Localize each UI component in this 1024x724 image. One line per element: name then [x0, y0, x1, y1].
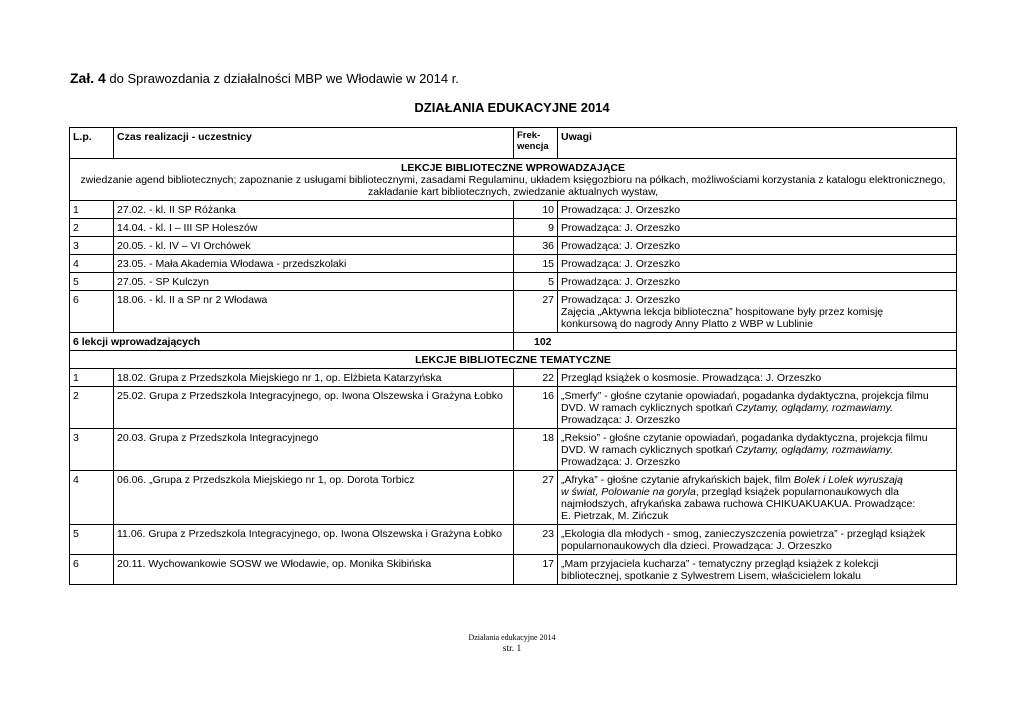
section-cell-thematic: [70, 351, 957, 369]
cell-uwagi: [558, 525, 957, 555]
cell-uwagi: [558, 429, 957, 471]
uwagi-italic: Bolek i Lolek wyruszają: [793, 474, 903, 486]
cell-frekwencja: 23: [514, 525, 558, 555]
uwagi-line: „Smerfy” - głośne czytanie opowiadań, pogadanka dydaktyczna, projekcja filmu: [561, 390, 929, 402]
uwagi-line: konkursową do nagrody Anny Platto z WBP w Lublinie: [561, 318, 813, 330]
table-row: [70, 387, 957, 429]
summary-label: 6 lekcji wprowadzających: [70, 333, 514, 351]
page-number: str. 1: [502, 644, 522, 654]
uwagi-text: DVD. W ramach cyklicznych spotkań: [561, 444, 736, 456]
cell-lp: 5: [70, 525, 114, 555]
cell-lp: 5: [70, 273, 114, 291]
section-description: zwiedzanie agend bibliotecznych; zapoznanie z usługami bibliotecznymi, zasadami Regulaminu, układem księgozbioru na półkach, możliwościami korzystania z katalogu elektronicznego, zakładanie kart bibliotecznych, zwiedzanie aktualnych wystaw,: [80, 174, 946, 198]
cell-uwagi: [558, 471, 957, 525]
cell-frekwencja: 9: [514, 219, 558, 237]
table-row: [70, 255, 957, 273]
table-row: [70, 219, 957, 237]
cell-czas: 06.06. „Grupa z Przedszkola Miejskiego nr 1, op. Dorota Torbicz: [114, 471, 514, 525]
cell-lp: 2: [70, 219, 114, 237]
cell-lp: 3: [70, 429, 114, 471]
cell-uwagi: [558, 555, 957, 585]
uwagi-line: Zajęcia „Aktywna lekcja biblioteczna” hospitowane były przez komisję: [561, 306, 884, 318]
uwagi-line: Prowadząca: J. Orzeszko: [561, 294, 681, 306]
uwagi-italic: Czytamy, oglądamy, rozmawiamy.: [735, 444, 894, 456]
col-header-frekwencja: [514, 128, 558, 159]
page-footer: [0, 633, 1024, 654]
cell-uwagi: Prowadząca: J. Orzeszko: [558, 273, 957, 291]
cell-lp: 6: [70, 291, 114, 333]
uwagi-line: Prowadząca: J. Orzeszko: [561, 456, 681, 468]
section-row: [70, 159, 957, 201]
cell-frekwencja: 22: [514, 369, 558, 387]
uwagi-line: [561, 402, 953, 414]
col-header-czas: Czas realizacji - uczestnicy: [114, 128, 514, 159]
uwagi-line: „Mam przyjaciela kucharza” - tematyczny przegląd książek z kolekcji: [561, 558, 879, 570]
cell-lp: 6: [70, 555, 114, 585]
table-row: [70, 369, 957, 387]
table-row: [70, 471, 957, 525]
uwagi-line: „Ekologia dla młodych - smog, zanieczyszczenia powietrza” - przegląd książek: [561, 528, 926, 540]
cell-czas: 20.05. - kl. IV – VI Orchówek: [114, 237, 514, 255]
table-row: [70, 201, 957, 219]
uwagi-line: Prowadząca: J. Orzeszko: [561, 414, 681, 426]
table-row: [70, 429, 957, 471]
uwagi-line: najmłodszych, afrykańska zabawa ruchowa CHIKUAKUAKUA. Prowadzące:: [561, 498, 916, 510]
cell-czas: 11.06. Grupa z Przedszkola Integracyjnego, op. Iwona Olszewska i Grażyna Łobko: [114, 525, 514, 555]
col-header-lp: L.p.: [70, 128, 114, 159]
cell-uwagi: Przegląd książek o kosmosie. Prowadząca: J. Orzeszko: [558, 369, 957, 387]
section-title: LEKCJE BIBLIOTECZNE TEMATYCZNE: [415, 354, 611, 366]
education-table: [69, 127, 957, 585]
uwagi-text: „Afryka” - głośne czytanie afrykańskich bajek, film: [561, 474, 794, 486]
cell-frekwencja: 5: [514, 273, 558, 291]
col-header-frek-line2: wencja: [517, 141, 549, 152]
cell-czas: 25.02. Grupa z Przedszkola Integracyjnego, op. Iwona Olszewska i Grażyna Łobko: [114, 387, 514, 429]
table-row: [70, 555, 957, 585]
cell-uwagi: [558, 387, 957, 429]
cell-lp: 2: [70, 387, 114, 429]
cell-frekwencja: 27: [514, 471, 558, 525]
cell-frekwencja: 27: [514, 291, 558, 333]
cell-czas: 23.05. - Mała Akademia Włodawa - przedszkolaki: [114, 255, 514, 273]
document-header: [70, 70, 459, 86]
uwagi-line: [561, 474, 953, 486]
col-header-uwagi: Uwagi: [558, 128, 957, 159]
uwagi-line: bibliotecznej, spotkanie z Sylwestrem Lisem, właścicielem lokalu: [561, 570, 861, 582]
cell-uwagi: Prowadząca: J. Orzeszko: [558, 201, 957, 219]
cell-lp: 1: [70, 201, 114, 219]
table-row: [70, 291, 957, 333]
cell-frekwencja: 10: [514, 201, 558, 219]
cell-uwagi: Prowadząca: J. Orzeszko: [558, 237, 957, 255]
table-row: [70, 273, 957, 291]
uwagi-italic: Czytamy, oglądamy, rozmawiamy.: [735, 402, 894, 414]
cell-frekwencja: 16: [514, 387, 558, 429]
cell-lp: 3: [70, 237, 114, 255]
uwagi-italic: w świat, Polowanie na goryla: [561, 486, 696, 498]
uwagi-text: , przegląd książek popularnonaukowych dla: [695, 486, 899, 498]
cell-lp: 4: [70, 471, 114, 525]
section-cell-intro: [70, 159, 957, 201]
attachment-number: Zał. 4: [70, 70, 106, 86]
table-row: [70, 525, 957, 555]
header-text: do Sprawozdania z działalności MBP we Włodawie w 2014 r.: [109, 71, 459, 86]
cell-frekwencja: 18: [514, 429, 558, 471]
section-title: LEKCJE BIBLIOTECZNE WPROWADZAJĄCE: [400, 162, 625, 174]
cell-uwagi: Prowadząca: J. Orzeszko: [558, 255, 957, 273]
col-header-frek-line1: Frek-: [517, 130, 541, 141]
uwagi-line: „Reksio” - głośne czytanie opowiadań, pogadanka dydaktyczna, projekcja filmu: [561, 432, 928, 444]
cell-uwagi: Prowadząca: J. Orzeszko: [558, 219, 957, 237]
cell-frekwencja: 17: [514, 555, 558, 585]
cell-uwagi: [558, 291, 957, 333]
cell-czas: 14.04. - kl. I – III SP Holeszów: [114, 219, 514, 237]
cell-lp: 4: [70, 255, 114, 273]
cell-frekwencja: 36: [514, 237, 558, 255]
section-row: [70, 351, 957, 369]
uwagi-line: [561, 486, 953, 498]
footer-title: Działania edukacyjne 2014: [468, 633, 556, 642]
cell-czas: 20.11. Wychowankowie SOSW we Włodawie, op. Monika Skibińska: [114, 555, 514, 585]
cell-czas: 27.05. - SP Kulczyn: [114, 273, 514, 291]
page-title: DZIAŁANIA EDUKACYJNE 2014: [414, 100, 610, 115]
cell-czas: 27.02. - kl. II SP Różanka: [114, 201, 514, 219]
cell-lp: 1: [70, 369, 114, 387]
cell-czas: 18.06. - kl. II a SP nr 2 Włodawa: [114, 291, 514, 333]
summary-row: [70, 333, 957, 351]
uwagi-line: [561, 444, 953, 456]
uwagi-line: E. Pietrzak, M. Zińczuk: [561, 510, 669, 522]
uwagi-line: popularnonaukowych dla dzieci. Prowadząca: J. Orzeszko: [561, 540, 832, 552]
summary-total: 102: [514, 333, 957, 351]
cell-czas: 20.03. Grupa z Przedszkola Integracyjnego: [114, 429, 514, 471]
table-header-row: [70, 128, 957, 159]
uwagi-text: DVD. W ramach cyklicznych spotkań: [561, 402, 736, 414]
cell-frekwencja: 15: [514, 255, 558, 273]
cell-czas: 18.02. Grupa z Przedszkola Miejskiego nr 1, op. Elżbieta Katarzyńska: [114, 369, 514, 387]
table-row: [70, 237, 957, 255]
